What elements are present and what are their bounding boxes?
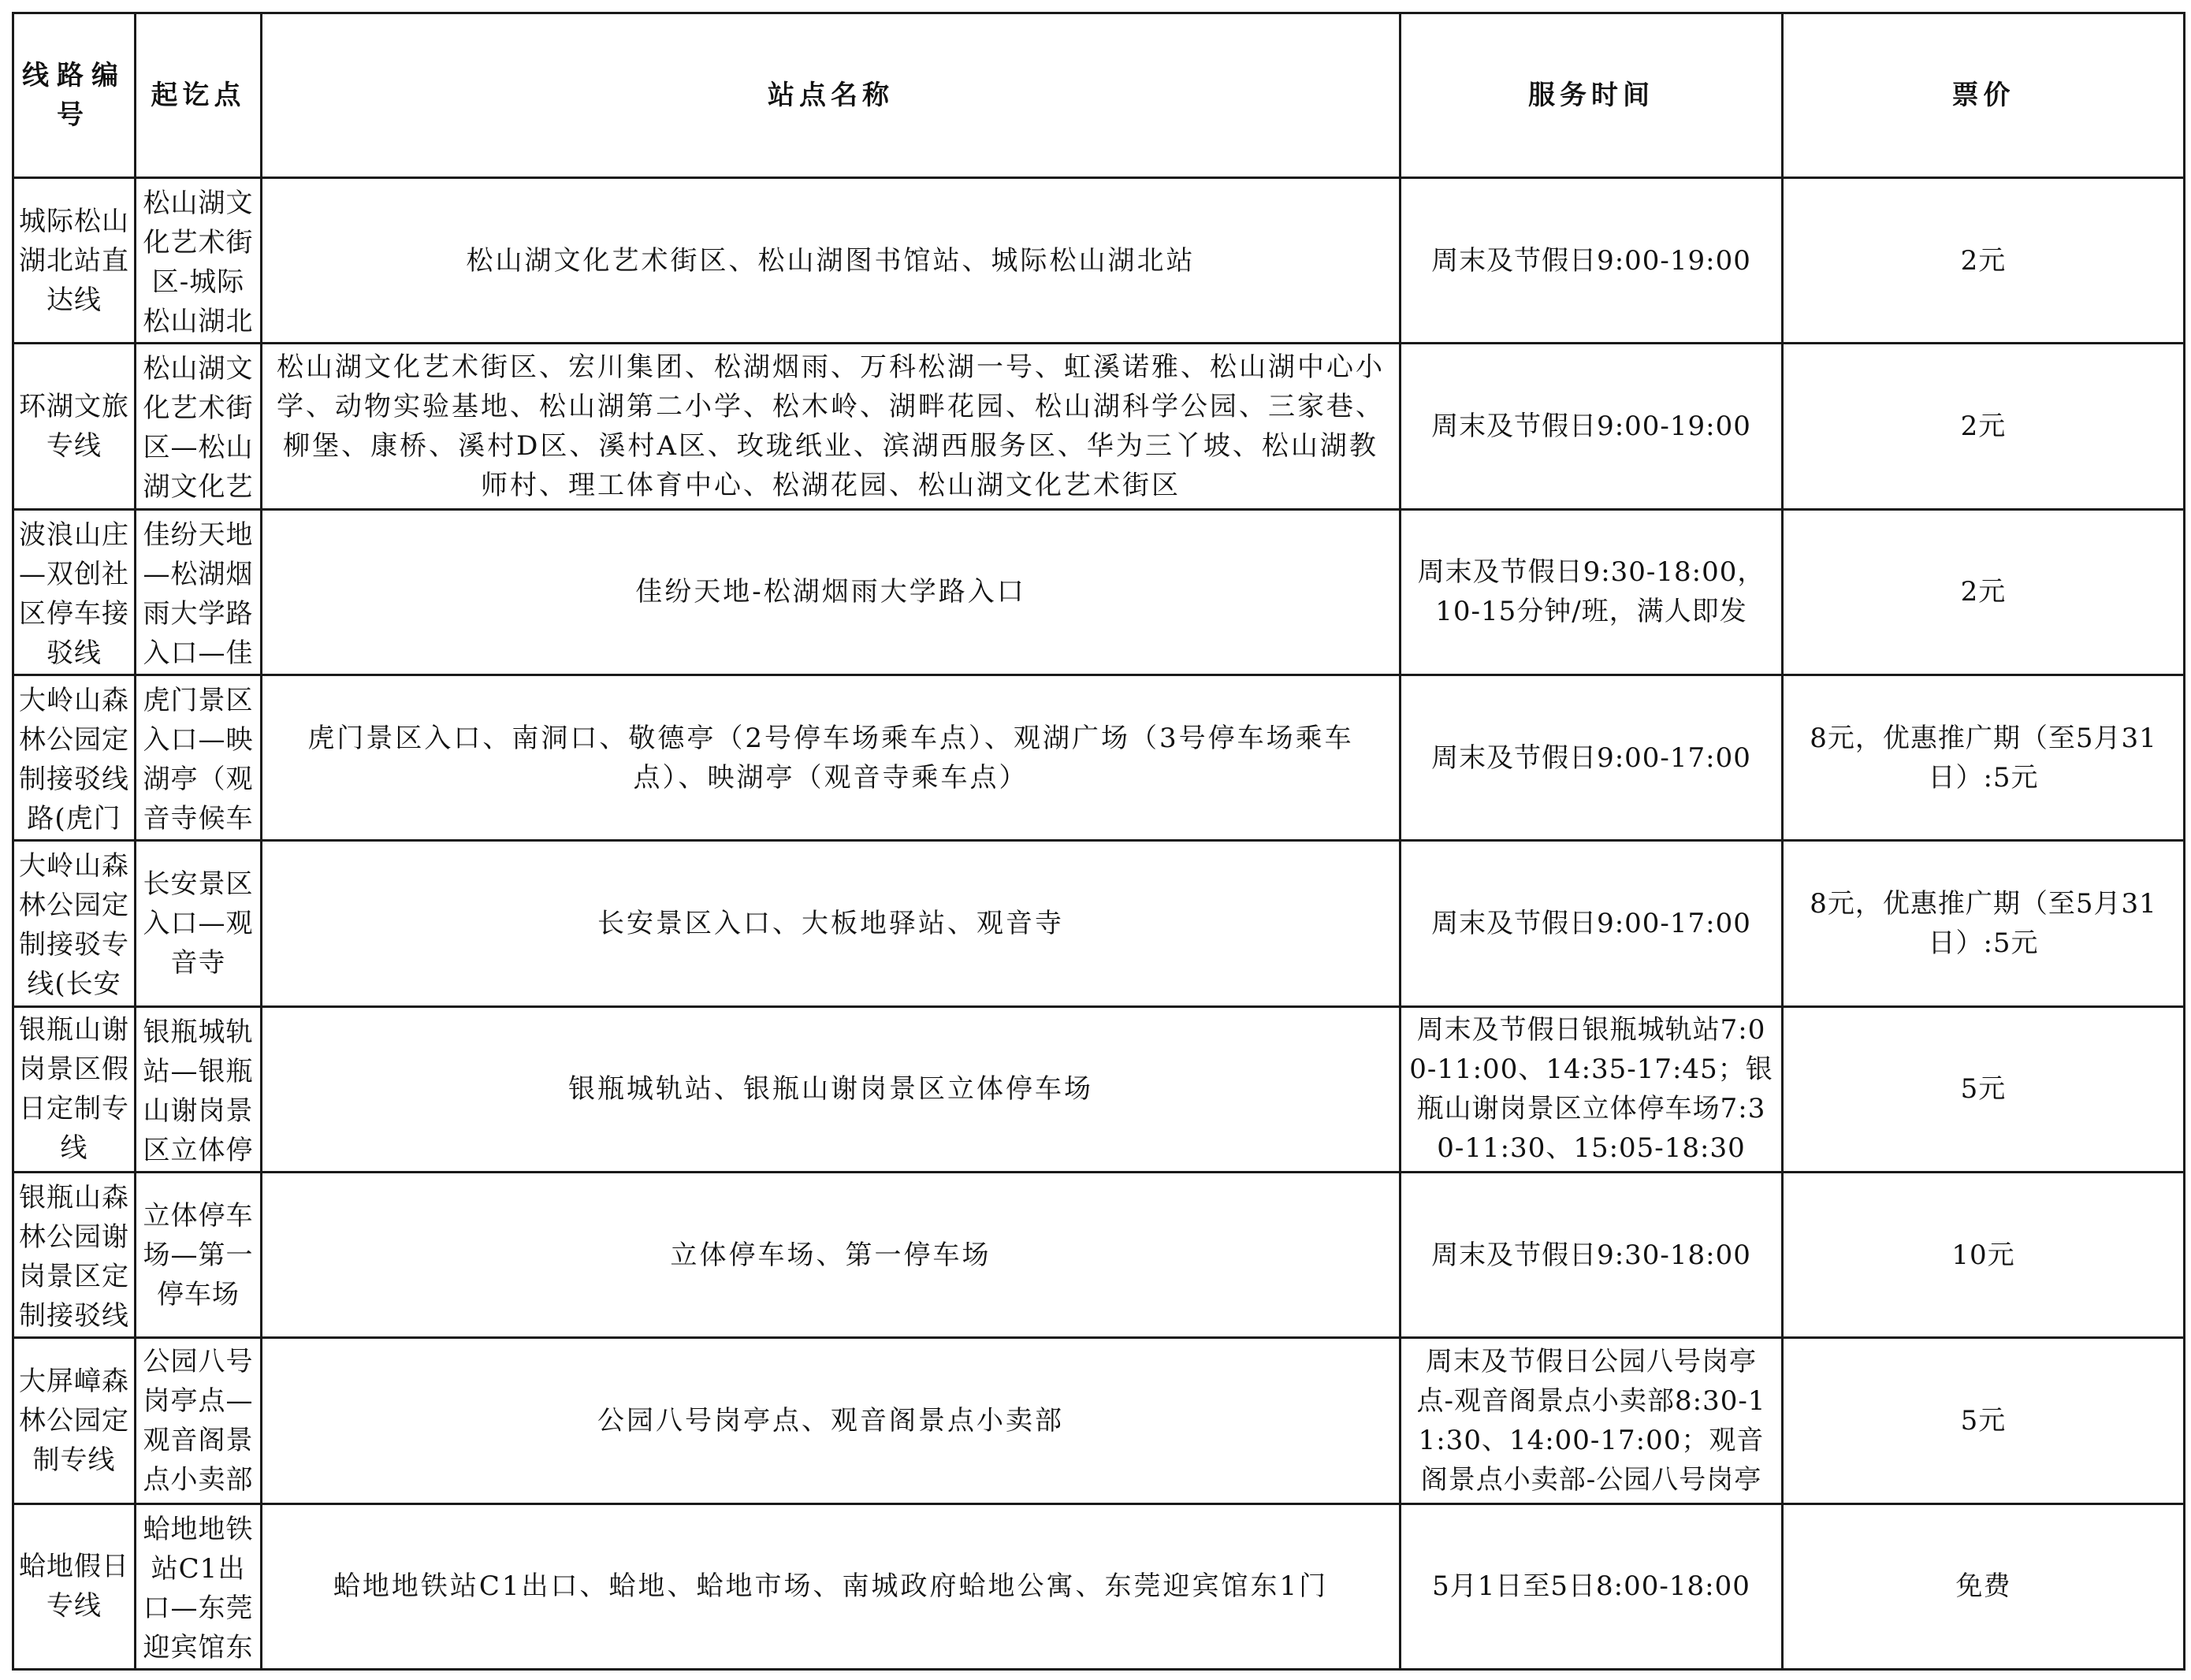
route-no-cell: 大屏嶂森林公园定制专线 [13, 1338, 136, 1503]
fare-cell: 8元，优惠推广期（至5月31日）:5元 [1783, 841, 2185, 1006]
table-row [13, 1503, 2185, 1669]
table-row [13, 675, 2185, 840]
stops-cell: 蛤地地铁站C1出口、蛤地、蛤地市场、南城政府蛤地公寓、东莞迎宾馆东1门 [262, 1503, 1401, 1669]
table-row [13, 1172, 2185, 1337]
service-time-cell: 周末及节假日9:30-18:00，10-15分钟/班，满人即发 [1401, 509, 1783, 675]
header-fare: 票价 [1783, 13, 2185, 178]
stops-cell: 立体停车场、第一停车场 [262, 1172, 1401, 1337]
service-time-cell: 周末及节假日9:30-18:00 [1401, 1172, 1783, 1337]
stops-cell: 虎门景区入口、南洞口、敬德亭（2号停车场乘车点）、观湖广场（3号停车场乘车点）、映湖亭（观音寺乘车点） [262, 675, 1401, 840]
stops-cell: 佳纷天地-松湖烟雨大学路入口 [262, 509, 1401, 675]
endpoints-cell: 蛤地地铁站C1出口—东莞迎宾馆东 [136, 1503, 262, 1669]
fare-cell: 2元 [1783, 178, 2185, 344]
stops-cell: 松山湖文化艺术街区、松山湖图书馆站、城际松山湖北站 [262, 178, 1401, 344]
header-endpoints: 起讫点 [136, 13, 262, 178]
route-no-cell: 大岭山森林公园定制接驳专线(长安 [13, 841, 136, 1006]
route-no-cell: 大岭山森林公园定制接驳线路(虎门 [13, 675, 136, 840]
endpoints-cell: 公园八号岗亭点—观音阁景点小卖部 [136, 1338, 262, 1503]
endpoints-cell: 长安景区入口—观音寺 [136, 841, 262, 1006]
table-row [13, 1338, 2185, 1503]
table-row [13, 1006, 2185, 1172]
fare-cell: 2元 [1783, 509, 2185, 675]
table-row [13, 178, 2185, 344]
header-stops: 站点名称 [262, 13, 1401, 178]
stops-cell: 松山湖文化艺术街区、宏川集团、松湖烟雨、万科松湖一号、虹溪诺雅、松山湖中心小学、动物实验基地、松山湖第二小学、松木岭、湖畔花园、松山湖科学公园、三家巷、柳堡、康桥、溪村D区、溪村A区、玫珑纸业、滨湖西服务区、华为三丫坡、松山湖教师村、理工体育中心、松湖花园、松山湖文化艺术街区 [262, 344, 1401, 509]
service-time-cell: 5月1日至5日8:00-18:00 [1401, 1503, 1783, 1669]
fare-cell: 5元 [1783, 1006, 2185, 1172]
header-service-time: 服务时间 [1401, 13, 1783, 178]
service-time-cell: 周末及节假日9:00-17:00 [1401, 841, 1783, 1006]
route-no-cell: 环湖文旅专线 [13, 344, 136, 509]
service-time-cell: 周末及节假日银瓶城轨站7:00-11:00、14:35-17:45；银瓶山谢岗景区立体停车场7:30-11:30、15:05-18:30 [1401, 1006, 1783, 1172]
service-time-cell: 周末及节假日9:00-19:00 [1401, 344, 1783, 509]
endpoints-cell: 松山湖文化艺术街区—松山湖文化艺 [136, 344, 262, 509]
fare-cell: 10元 [1783, 1172, 2185, 1337]
service-time-cell: 周末及节假日9:00-19:00 [1401, 178, 1783, 344]
endpoints-cell: 虎门景区入口—映湖亭（观音寺候车 [136, 675, 262, 840]
route-no-cell: 城际松山湖北站直达线 [13, 178, 136, 344]
fare-cell: 8元，优惠推广期（至5月31日）:5元 [1783, 675, 2185, 840]
fare-cell: 5元 [1783, 1338, 2185, 1503]
stops-cell: 银瓶城轨站、银瓶山谢岗景区立体停车场 [262, 1006, 1401, 1172]
endpoints-cell: 银瓶城轨站—银瓶山谢岗景区立体停 [136, 1006, 262, 1172]
bus-routes-table [12, 12, 2185, 1671]
header-route-no: 线路编号 [13, 13, 136, 178]
fare-cell: 2元 [1783, 344, 2185, 509]
endpoints-cell: 佳纷天地—松湖烟雨大学路入口—佳 [136, 509, 262, 675]
route-no-cell: 银瓶山谢岗景区假日定制专线 [13, 1006, 136, 1172]
endpoints-cell: 立体停车场—第一停车场 [136, 1172, 262, 1337]
endpoints-cell: 松山湖文化艺术街区-城际松山湖北 [136, 178, 262, 344]
route-no-cell: 银瓶山森林公园谢岗景区定制接驳线 [13, 1172, 136, 1337]
table-row [13, 509, 2185, 675]
header-row [13, 13, 2185, 178]
stops-cell: 公园八号岗亭点、观音阁景点小卖部 [262, 1338, 1401, 1503]
route-no-cell: 波浪山庄—双创社区停车接驳线 [13, 509, 136, 675]
table-row [13, 841, 2185, 1006]
fare-cell: 免费 [1783, 1503, 2185, 1669]
route-no-cell: 蛤地假日专线 [13, 1503, 136, 1669]
service-time-cell: 周末及节假日公园八号岗亭点-观音阁景点小卖部8:30-11:30、14:00-17:00；观音阁景点小卖部-公园八号岗亭 [1401, 1338, 1783, 1503]
table-row [13, 344, 2185, 509]
stops-cell: 长安景区入口、大板地驿站、观音寺 [262, 841, 1401, 1006]
service-time-cell: 周末及节假日9:00-17:00 [1401, 675, 1783, 840]
